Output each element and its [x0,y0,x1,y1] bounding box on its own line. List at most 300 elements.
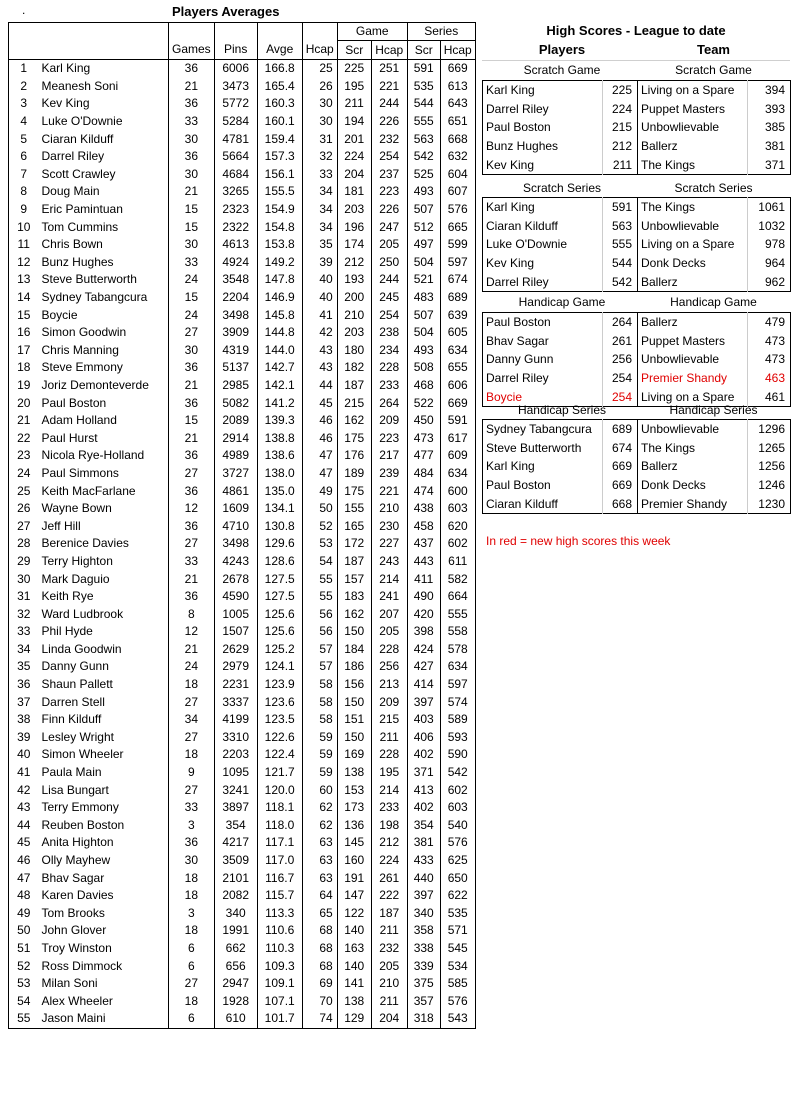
game-hcap-cell: 264 [371,394,407,412]
player-name-cell: Karl King [486,83,535,98]
table-row [9,817,476,835]
game-scr-cell: 138 [337,764,371,782]
game-scr-cell: 194 [337,113,371,131]
games-cell: 27 [169,535,215,553]
rank-cell: 8 [9,183,39,201]
games-cell: 21 [169,641,215,659]
rank-cell: 20 [9,394,39,412]
table-row [9,676,476,694]
table-row [9,940,476,958]
player-name-cell: Paula Main [39,764,169,782]
player-name-cell: Chris Manning [39,342,169,360]
team-name-cell: Living on a Spare [638,81,748,100]
game-scr-cell: 169 [337,746,371,764]
player-name-cell: Ciaran Kilduff [486,496,558,511]
avge-cell: 123.9 [257,676,302,694]
game-scr-cell: 187 [337,553,371,571]
pins-cell: 3509 [214,852,257,870]
pins-cell: 1507 [214,623,257,641]
pins-cell: 610 [214,1010,257,1028]
game-scr-cell: 145 [337,834,371,852]
game-hcap-cell: 211 [371,992,407,1010]
avge-cell: 138.0 [257,465,302,483]
avge-cell: 118.0 [257,817,302,835]
game-scr-cell: 195 [337,78,371,96]
hcap-cell: 41 [302,306,337,324]
team-name-cell: Premier Shandy [638,494,748,513]
series-scr-cell: 490 [407,588,440,606]
games-cell: 12 [169,500,215,518]
series-scr-cell: 507 [407,201,440,219]
game-scr-cell: 151 [337,711,371,729]
games-header: Games [169,41,215,60]
pins-cell: 2082 [214,887,257,905]
team-score-cell: 1246 [748,476,791,495]
series-scr-cell: 398 [407,623,440,641]
game-hcap-cell: 232 [371,130,407,148]
player-name-cell: Steve Emmony [39,359,169,377]
rank-cell: 47 [9,869,39,887]
table-row [9,922,476,940]
player-score-cell: 254 [603,387,638,406]
hcap-cell: 68 [302,922,337,940]
games-cell: 27 [169,465,215,483]
table-row [9,500,476,518]
high-score-row [483,155,791,174]
team-name-cell: Ballerz [638,457,748,476]
avge-cell: 153.8 [257,236,302,254]
avge-cell: 109.3 [257,957,302,975]
series-scr-cell: 493 [407,183,440,201]
table-row [9,60,476,78]
hcap-cell: 63 [302,834,337,852]
rank-cell: 33 [9,623,39,641]
game-hcap-cell: 254 [371,306,407,324]
player-name-cell: Steve Butterworth [39,271,169,289]
game-hcap-cell: 226 [371,113,407,131]
rank-cell: 23 [9,447,39,465]
player-name-cell: Keith Rye [39,588,169,606]
hcap-cell: 68 [302,957,337,975]
games-cell: 33 [169,553,215,571]
pins-cell: 4861 [214,482,257,500]
game-hcap-cell: 223 [371,429,407,447]
avge-cell: 101.7 [257,1010,302,1028]
series-scr-cell: 411 [407,570,440,588]
game-hcap-cell: 245 [371,289,407,307]
game-scr-cell: 162 [337,605,371,623]
series-scr-cell: 474 [407,482,440,500]
games-cell: 24 [169,658,215,676]
section-label-players: Scratch Game [523,63,601,77]
avge-cell: 166.8 [257,60,302,78]
avge-cell: 122.6 [257,729,302,747]
games-cell: 21 [169,183,215,201]
game-scr-cell: 174 [337,236,371,254]
hcap-cell: 47 [302,465,337,483]
high-score-row [483,198,791,217]
team-name-cell: Unbowlievable [638,118,748,137]
rank-cell: 13 [9,271,39,289]
series-hcap-cell: 591 [440,412,475,430]
section-label-team: Scratch Series [674,181,753,195]
game-hcap-cell: 228 [371,746,407,764]
table-row [9,465,476,483]
series-hcap-cell: 576 [440,834,475,852]
player-name-cell: Karl King [486,459,535,474]
hcap-cell: 46 [302,412,337,430]
rank-cell: 26 [9,500,39,518]
player-name-cell: Scott Crawley [39,166,169,184]
player-name-cell: Darrel Riley [486,274,549,289]
player-name-cell: Linda Goodwin [39,641,169,659]
series-scr-cell: 555 [407,113,440,131]
pins-header: Pins [214,41,257,60]
hcap-cell: 56 [302,623,337,641]
team-name-cell: Unbowlievable [638,350,748,369]
table-row [9,517,476,535]
games-cell: 27 [169,693,215,711]
game-hcap-cell: 250 [371,254,407,272]
games-cell: 6 [169,957,215,975]
game-hcap-cell: 205 [371,957,407,975]
series-scr-cell: 477 [407,447,440,465]
player-name-cell: Ward Ludbrook [39,605,169,623]
series-scr-cell: 512 [407,218,440,236]
hcap-cell: 40 [302,289,337,307]
series-scr-cell: 508 [407,359,440,377]
table-row [9,553,476,571]
games-cell: 6 [169,1010,215,1028]
player-name-cell: John Glover [39,922,169,940]
series-hcap-cell: 578 [440,641,475,659]
avge-cell: 139.3 [257,412,302,430]
games-cell: 36 [169,517,215,535]
games-cell: 3 [169,817,215,835]
player-name-cell: Doug Main [39,183,169,201]
series-hcap-cell: 597 [440,254,475,272]
pins-cell: 6006 [214,60,257,78]
game-scr-cell: 175 [337,482,371,500]
player-score-cell: 261 [603,332,638,351]
avge-cell: 160.1 [257,113,302,131]
series-hcap-cell: 589 [440,711,475,729]
hcap-cell: 55 [302,570,337,588]
player-score-cell: 225 [603,81,638,100]
series-hcap-cell: 597 [440,676,475,694]
series-hcap-cell: 574 [440,693,475,711]
pins-cell: 2985 [214,377,257,395]
series-hcap-cell: 674 [440,271,475,289]
games-cell: 15 [169,218,215,236]
series-scr-cell: 542 [407,148,440,166]
hcap-cell: 63 [302,852,337,870]
game-scr-cell: 175 [337,429,371,447]
legend-note: In red = new high scores this week [486,534,671,548]
game-scr-cell: 140 [337,922,371,940]
hcap-cell: 44 [302,377,337,395]
pins-cell: 4924 [214,254,257,272]
series-scr-cell: 483 [407,289,440,307]
series-hcap-cell: 571 [440,922,475,940]
player-name-cell: Shaun Pallett [39,676,169,694]
pins-cell: 2231 [214,676,257,694]
rank-cell: 36 [9,676,39,694]
series-hcap-cell: 606 [440,377,475,395]
series-hcap-header: Hcap [440,41,475,60]
player-name-cell: Ciaran Kilduff [39,130,169,148]
games-cell: 36 [169,482,215,500]
games-cell: 27 [169,729,215,747]
rank-cell: 15 [9,306,39,324]
player-score-cell: 254 [603,369,638,388]
hcap-cell: 50 [302,500,337,518]
table-row [9,148,476,166]
table-row [9,764,476,782]
game-hcap-cell: 209 [371,412,407,430]
game-hcap-cell: 205 [371,236,407,254]
series-scr-cell: 504 [407,254,440,272]
pins-cell: 3727 [214,465,257,483]
high-score-table [482,312,791,407]
series-hcap-cell: 668 [440,130,475,148]
team-name-cell: Puppet Masters [638,100,748,119]
table-row [9,183,476,201]
pins-cell: 2914 [214,429,257,447]
team-name-cell: Ballerz [638,137,748,156]
player-name-cell: Alex Wheeler [39,992,169,1010]
game-scr-cell: 201 [337,130,371,148]
series-scr-cell: 318 [407,1010,440,1028]
rank-cell: 24 [9,465,39,483]
player-name-cell: Danny Gunn [486,352,554,367]
series-scr-cell: 458 [407,517,440,535]
game-hcap-cell: 211 [371,729,407,747]
rank-cell: 34 [9,641,39,659]
games-cell: 30 [169,342,215,360]
series-scr-cell: 354 [407,817,440,835]
player-name-cell: Wayne Bown [39,500,169,518]
game-hcap-cell: 213 [371,676,407,694]
game-scr-cell: 150 [337,693,371,711]
avge-cell: 155.5 [257,183,302,201]
team-score-cell: 1061 [748,198,791,217]
game-hcap-cell: 207 [371,605,407,623]
series-hcap-cell: 555 [440,605,475,623]
section-label-players: Handicap Series [517,403,607,417]
avge-cell: 135.0 [257,482,302,500]
series-hcap-cell: 634 [440,342,475,360]
pins-cell: 4199 [214,711,257,729]
player-score-cell: 224 [603,100,638,119]
series-scr-cell: 443 [407,553,440,571]
game-scr-cell: 163 [337,940,371,958]
player-name-cell: Anita Highton [39,834,169,852]
pins-cell: 2089 [214,412,257,430]
avge-cell: 145.8 [257,306,302,324]
team-score-cell: 479 [748,313,791,332]
game-hcap-cell: 221 [371,482,407,500]
hcap-cell: 34 [302,201,337,219]
player-name-cell: Milan Soni [39,975,169,993]
game-scr-cell: 160 [337,852,371,870]
rank-cell: 31 [9,588,39,606]
pins-cell: 3310 [214,729,257,747]
game-scr-cell: 184 [337,641,371,659]
hcap-cell: 30 [302,95,337,113]
game-hcap-cell: 239 [371,465,407,483]
rank-cell: 54 [9,992,39,1010]
pins-cell: 3909 [214,324,257,342]
team-heading: Team [697,42,730,57]
rank-cell: 3 [9,95,39,113]
pins-cell: 3548 [214,271,257,289]
pins-cell: 3337 [214,693,257,711]
series-scr-cell: 402 [407,799,440,817]
games-cell: 36 [169,95,215,113]
rank-cell: 46 [9,852,39,870]
game-hcap-cell: 251 [371,60,407,78]
pins-cell: 354 [214,817,257,835]
games-cell: 18 [169,869,215,887]
table-row [9,324,476,342]
player-name-cell: Kev King [486,157,535,172]
page-title: Players Averages [172,4,280,19]
game-hcap-cell: 214 [371,570,407,588]
series-hcap-cell: 535 [440,905,475,923]
player-name-cell: Kev King [39,95,169,113]
series-hcap-cell: 669 [440,60,475,78]
game-scr-cell: 136 [337,817,371,835]
game-hcap-cell: 204 [371,1010,407,1028]
series-scr-cell: 424 [407,641,440,659]
game-scr-cell: 157 [337,570,371,588]
avge-cell: 117.0 [257,852,302,870]
high-score-row [483,118,791,137]
rank-cell: 40 [9,746,39,764]
high-score-row [483,350,791,369]
series-hcap-cell: 602 [440,535,475,553]
pins-cell: 656 [214,957,257,975]
hcap-cell: 52 [302,517,337,535]
game-scr-cell: 211 [337,95,371,113]
series-scr-cell: 397 [407,693,440,711]
player-name-cell: Sydney Tabangcura [39,289,169,307]
hcap-cell: 26 [302,78,337,96]
player-name-cell: Bhav Sagar [39,869,169,887]
series-hcap-cell: 603 [440,500,475,518]
series-scr-cell: 402 [407,746,440,764]
game-scr-cell: 225 [337,60,371,78]
high-score-row [483,332,791,351]
avge-cell: 142.7 [257,359,302,377]
game-scr-cell: 215 [337,394,371,412]
player-name-cell: Lisa Bungart [39,781,169,799]
rank-cell: 9 [9,201,39,219]
avge-cell: 147.8 [257,271,302,289]
game-hcap-cell: 233 [371,799,407,817]
avge-cell: 165.4 [257,78,302,96]
table-row [9,711,476,729]
hcap-cell: 62 [302,799,337,817]
series-scr-cell: 507 [407,306,440,324]
avge-cell: 125.6 [257,623,302,641]
table-row [9,201,476,219]
rank-cell: 32 [9,605,39,623]
series-hcap-cell: 632 [440,148,475,166]
team-score-cell: 473 [748,350,791,369]
avge-cell: 107.1 [257,992,302,1010]
avge-header: Avge [257,41,302,60]
series-hcap-cell: 609 [440,447,475,465]
hcap-cell: 58 [302,693,337,711]
games-cell: 30 [169,130,215,148]
team-name-cell: The Kings [638,198,748,217]
series-scr-cell: 433 [407,852,440,870]
pins-cell: 1928 [214,992,257,1010]
table-row [9,641,476,659]
team-name-cell: Donk Decks [638,476,748,495]
series-scr-cell: 406 [407,729,440,747]
pins-cell: 3498 [214,306,257,324]
avge-cell: 118.1 [257,799,302,817]
pins-cell: 5137 [214,359,257,377]
high-score-row [483,369,791,388]
table-row [9,130,476,148]
player-name-cell: Darrel Riley [39,148,169,166]
series-scr-cell: 497 [407,236,440,254]
game-scr-cell: 140 [337,957,371,975]
hcap-cell: 59 [302,764,337,782]
pins-cell: 3241 [214,781,257,799]
game-scr-cell: 196 [337,218,371,236]
player-name-cell: Mark Daguio [39,570,169,588]
player-name-cell: Tom Brooks [39,905,169,923]
games-cell: 34 [169,711,215,729]
series-hcap-cell: 540 [440,817,475,835]
series-hcap-cell: 582 [440,570,475,588]
player-name-cell: Berenice Davies [39,535,169,553]
avge-cell: 149.2 [257,254,302,272]
table-row [9,1010,476,1028]
player-name-cell: Danny Gunn [39,658,169,676]
table-row [9,289,476,307]
table-row [9,429,476,447]
rank-cell: 42 [9,781,39,799]
high-score-row [483,439,791,458]
player-name-cell: Paul Boston [486,478,551,493]
series-hcap-cell: 617 [440,429,475,447]
rank-cell: 18 [9,359,39,377]
hcap-cell: 62 [302,817,337,835]
rank-cell: 7 [9,166,39,184]
pins-cell: 5082 [214,394,257,412]
player-name-cell: Bhav Sagar [486,333,549,348]
series-scr-cell: 473 [407,429,440,447]
player-name-cell: Chris Bown [39,236,169,254]
high-score-table [482,419,791,514]
game-hcap-cell: 247 [371,218,407,236]
hcap-cell: 69 [302,975,337,993]
pins-cell: 2204 [214,289,257,307]
table-row [9,658,476,676]
games-cell: 8 [169,605,215,623]
hcap-cell: 60 [302,781,337,799]
hcap-cell: 33 [302,166,337,184]
avge-cell: 138.8 [257,429,302,447]
game-scr-cell: 203 [337,324,371,342]
high-score-row [483,235,791,254]
